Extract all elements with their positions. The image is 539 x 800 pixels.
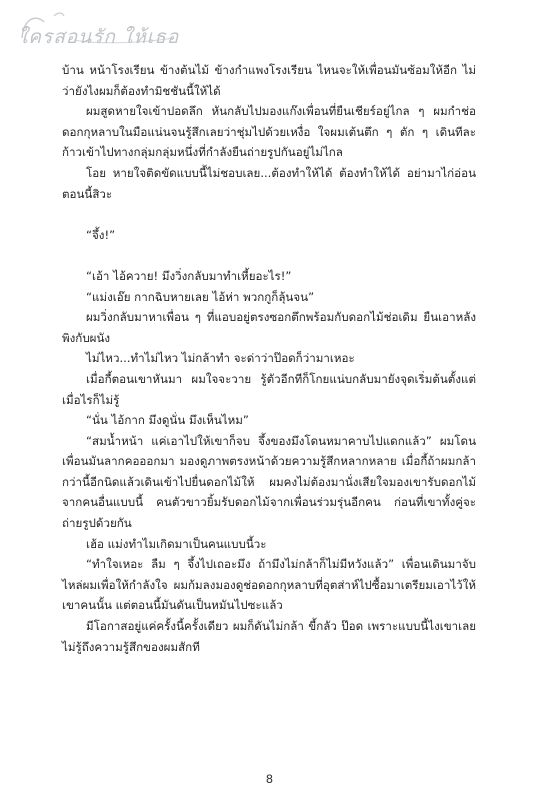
paragraph-6: “แม่งเอ๊ย กากฉิบหายเลย ไอ้ห่า พวกกูก็ลุ้นจน” — [86, 289, 315, 304]
paragraph-8: ไม่ไหว...ทำไม่ไหว ไม่กล้าทำ จะด่าว่าป๊อดก็ว่ามาเหอะ — [86, 351, 355, 366]
page-number: 8 — [265, 772, 274, 786]
paragraph-1: บ้าน หน้าโรงเรียน ข้างต้นไม้ ข้างกำแพงโรงเรียน ไหนจะให้เพื่อนมันซ้อมให้อีก ไม่ว่ายังไงผมก็ต้องทำมิชชันนี้ให้ได้ — [62, 63, 476, 98]
paragraph-3: โอย หายใจติดขัดแบบนี้ไม่ชอบเลย...ต้องทำให้ได้ ต้องทำให้ได้ อย่ามาไก่อ่อนตอนนี้สิวะ — [62, 165, 476, 201]
spacer — [62, 204, 476, 225]
paragraph-14: มีโอกาสอยู่แค่ครั้งนี้ครั้งเดียว ผมก็ดันไม่กล้า ขี้กลัว ป๊อด เพราะแบบนี้ไงเขาเลยไม่รู้ถึงความรู้สึกของผมสักที — [62, 619, 476, 654]
paragraph-9: เมื่อกี้ตอนเขาหันมา ผมใจจะวาย รู้ตัวอีกทีก็โกยแน่บกลับมายังจุดเริ่มต้นตั้งแต่เมื่อไรก็ไม่รู้ — [62, 371, 476, 407]
paragraph-5: “เอ้า ไอ้ควาย! มึงวิ่งกลับมาทำเหี้ยอะไร!” — [86, 268, 292, 283]
logo — [14, 8, 184, 48]
paragraph-7: ผมวิ่งกลับมาหาเพื่อน ๆ ที่แอบอยู่ตรงซอกตึกพร้อมกับดอกไม้ช่อเดิม ยืนเอาหลังพิงกับผนัง — [62, 310, 476, 345]
paragraph-13: “ทำใจเหอะ ลืม ๆ จึ้งไปเถอะมึง ถ้ามึงไม่กล้าก็ไม่มีหวังแล้ว” เพื่อนเดินมาจับไหล่ผมเพื่อให้กำลังใจ ผมก้มลงมองดูช่อดอกกุหลาบที่อุตส่าห์ไปซื้อมาเตรียมเอาไว้ให้เขาคนนั้น แต่ตอนนี้มันดันเป็นหมันไปซะแล้ว — [62, 557, 476, 613]
body-text — [62, 60, 476, 657]
spacer — [62, 245, 476, 266]
paragraph-4: “จึ้ง!” — [86, 227, 116, 242]
paragraph-11: “สมน้ำหน้า แค่เอาไปให้เขาก็จบ จึ้งของมึงโดนหมาคาบไปแดกแล้ว” ผมโดนเพื่อนมันลากคอออกมา มองดูภาพตรงหน้าด้วยความรู้สึกหลากหลาย เมื่อกี้ถ้าผมกล้ากว่านี้อีกนิดแล้วเดินเข้าไปยื่นดอกไม้ให้ ผมคงไม่ต้องมานั่งเสียใจมองเขารับดอกไม้จากคนอื่นแบบนี้ คนตัวขาวยิ้มรับดอกไม้จากเพื่อนร่วมรุ่นอีกคน ก่อนที่เขาทั้งคู่จะถ่ายรูปด้วยกัน — [62, 433, 476, 531]
paragraph-12: เฮ้อ แม่งทำไมเกิดมาเป็นคนแบบนี้วะ — [86, 536, 267, 551]
paragraph-10: “นั่น ไอ้กาก มึงดูนั่น มึงเห็นไหม” — [86, 413, 249, 428]
paragraph-2: ผมสูดหายใจเข้าปอดลึก หันกลับไปมองแก๊งเพื่อนที่ยืนเชียร์อยู่ไกล ๆ ผมกำช่อดอกกุหลาบในมือแน่นจนรู้สึกเลยว่าชุ่มไปด้วยเหงื่อ ใจผมเต้นตึก ๆ ตัก ๆ เดินทีละก้าวเข้าไปทางกลุ่มกลุ่มหนึ่งที่กำลังยืนถ่ายรูปกันอยู่ไม่ไกล — [62, 104, 476, 160]
logo-text: ใครสอนรัก ให้เธอ — [18, 26, 180, 48]
